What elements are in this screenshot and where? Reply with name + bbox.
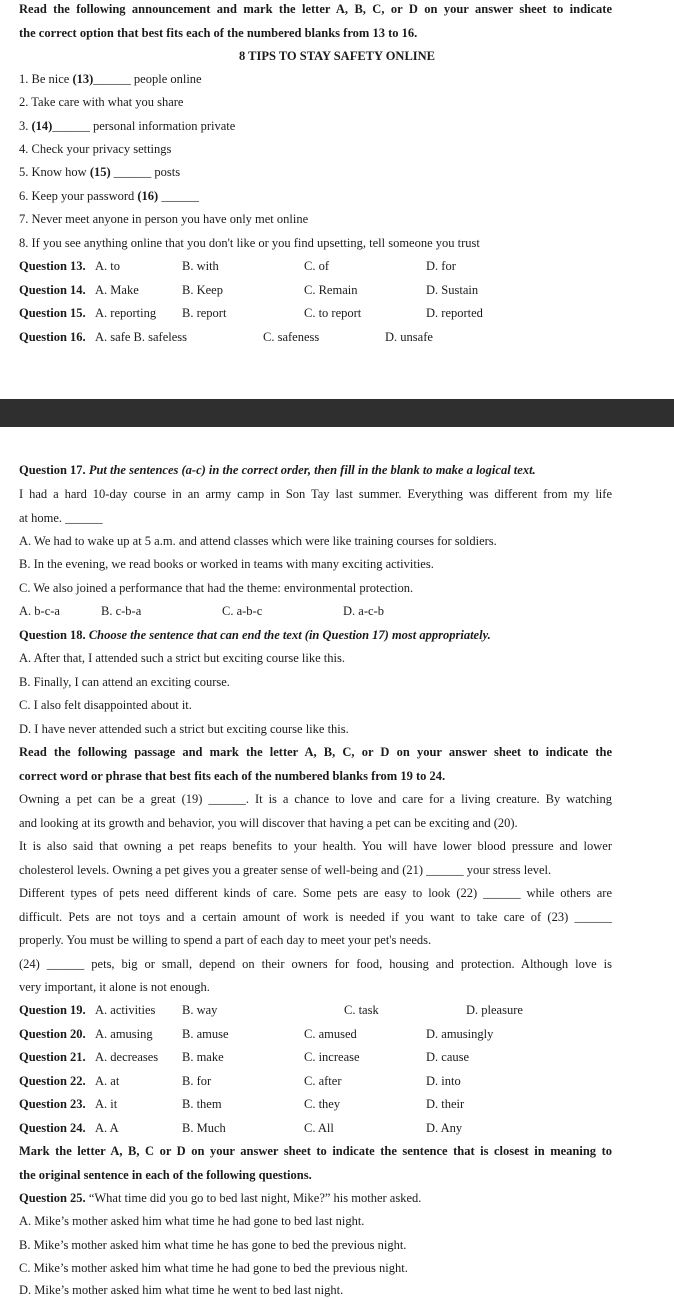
option-b: B. Finally, I can attend an exciting course. bbox=[19, 675, 230, 689]
passage-line: very important, it alone is not enough. bbox=[19, 980, 210, 994]
instruction-line: correct word or phrase that best fits each of the numbered blanks from 19 to 24. bbox=[19, 769, 446, 783]
tip-item: 5. Know how (15) ______ posts bbox=[19, 165, 181, 179]
option-a: A. at bbox=[95, 1074, 120, 1088]
question-25-header: Question 25. “What time did you go to bed last night, Mike?” his mother asked. bbox=[19, 1191, 422, 1205]
option-b: B. c-b-a bbox=[101, 604, 142, 618]
option-a: A. Make bbox=[95, 283, 139, 297]
sentence-item: A. We had to wake up at 5 a.m. and attend classes which were like training courses for soldiers. bbox=[19, 534, 497, 548]
option-b: B. with bbox=[182, 259, 219, 273]
instruction-line: Read the following announcement and mark the letter A, B, C, or D on your answer sheet to indicate bbox=[19, 2, 612, 16]
option-d: D. their bbox=[426, 1097, 465, 1111]
option-c: C. amused bbox=[304, 1027, 357, 1041]
option-c: C. they bbox=[304, 1097, 341, 1111]
tip-item: 4. Check your privacy settings bbox=[19, 142, 172, 156]
option-c: C. after bbox=[304, 1074, 342, 1088]
option-d: D. unsafe bbox=[385, 330, 433, 344]
tip-item: 2. Take care with what you share bbox=[19, 95, 184, 109]
passage-line: cholesterol levels. Owning a pet gives you a greater sense of well-being and (21) ______ your stress level. bbox=[19, 863, 552, 877]
option-a: A. to bbox=[95, 259, 120, 273]
tip-item: 8. If you see anything online that you don't like or you find upsetting, tell someone you trust bbox=[19, 236, 480, 250]
question-label: Question 20. bbox=[19, 1027, 86, 1041]
option-c: C. Remain bbox=[304, 283, 358, 297]
option-c: C. Mike’s mother asked him what time he had gone to bed the previous night. bbox=[19, 1261, 408, 1275]
option-b: B. Much bbox=[182, 1121, 226, 1135]
question-label: Question 24. bbox=[19, 1121, 86, 1135]
passage-line: Owning a pet can be a great (19) ______. It is a chance to love and care for a living creature. By watching bbox=[19, 792, 612, 806]
option-b: B. them bbox=[182, 1097, 222, 1111]
option-a: A. After that, I attended such a strict but exciting course like this. bbox=[19, 651, 345, 665]
instruction-line: Read the following passage and mark the letter A, B, C, or D on your answer sheet to indicate the bbox=[19, 745, 612, 759]
option-a: A. A bbox=[95, 1121, 119, 1135]
option-d: D. a-c-b bbox=[343, 604, 384, 618]
option-d: D. Any bbox=[426, 1121, 463, 1135]
option-a: A. activities bbox=[95, 1003, 156, 1017]
option-c: C. to report bbox=[304, 306, 362, 320]
page-separator bbox=[0, 399, 674, 427]
option-b: B. Mike’s mother asked him what time he has gone to bed the previous night. bbox=[19, 1238, 407, 1252]
question-label: Question 16. bbox=[19, 330, 86, 344]
passage-line: difficult. Pets are not toys and a certain amount of work is needed if you want to take care of (23) ______ bbox=[19, 910, 612, 924]
question-label: Question 14. bbox=[19, 283, 86, 297]
option-c: C. increase bbox=[304, 1050, 360, 1064]
option-b: B. Keep bbox=[182, 283, 223, 297]
option-b: B. report bbox=[182, 306, 227, 320]
option-a: A. Mike’s mother asked him what time he had gone to bed last night. bbox=[19, 1214, 365, 1228]
tip-item: 6. Keep your password (16) ______ bbox=[19, 189, 199, 203]
option-a: A. reporting bbox=[95, 306, 157, 320]
option-b: B. make bbox=[182, 1050, 224, 1064]
option-d: D. Sustain bbox=[426, 283, 479, 297]
option-b: B. amuse bbox=[182, 1027, 229, 1041]
instruction-line: Mark the letter A, B, C or D on your answer sheet to indicate the sentence that is closest in meaning to bbox=[19, 1144, 612, 1158]
option-d: D. into bbox=[426, 1074, 461, 1088]
option-d: D. I have never attended such a strict but exciting course like this. bbox=[19, 722, 349, 736]
question-18-header: Question 18. Choose the sentence that can end the text (in Question 17) most appropriately. bbox=[19, 628, 491, 642]
question-label: Question 19. bbox=[19, 1003, 86, 1017]
option-d: D. amusingly bbox=[426, 1027, 494, 1041]
option-a: A. it bbox=[95, 1097, 118, 1111]
option-d: D. reported bbox=[426, 306, 483, 320]
question-label: Question 15. bbox=[19, 306, 86, 320]
tip-item: 3. (14)______ personal information private bbox=[19, 119, 236, 133]
option-b: B. way bbox=[182, 1003, 218, 1017]
question-label: Question 22. bbox=[19, 1074, 86, 1088]
sentence-item: B. In the evening, we read books or worked in teams with many exciting activities. bbox=[19, 557, 434, 571]
question-label: Question 13. bbox=[19, 259, 86, 273]
announcement-title: 8 TIPS TO STAY SAFETY ONLINE bbox=[238, 49, 436, 63]
option-c: C. safeness bbox=[263, 330, 320, 344]
option-c: C. a-b-c bbox=[222, 604, 263, 618]
passage-line: at home. ______ bbox=[19, 511, 103, 525]
tip-item: 1. Be nice (13)______ people online bbox=[19, 72, 202, 86]
option-b: B. for bbox=[182, 1074, 212, 1088]
passage-line: I had a hard 10-day course in an army camp in Son Tay last summer. Everything was different from my life bbox=[19, 487, 612, 501]
option-a: A. decreases bbox=[95, 1050, 159, 1064]
tip-item: 7. Never meet anyone in person you have only met online bbox=[19, 212, 309, 226]
option-c: C. task bbox=[344, 1003, 379, 1017]
option-c: C. I also felt disappointed about it. bbox=[19, 698, 192, 712]
instruction-line: the correct option that best fits each of the numbered blanks from 13 to 16. bbox=[19, 26, 418, 40]
option-d: D. cause bbox=[426, 1050, 470, 1064]
option-d: D. Mike’s mother asked him what time he went to bed last night. bbox=[19, 1283, 344, 1297]
option-a-b: A. safe B. safeless bbox=[95, 330, 187, 344]
sentence-item: C. We also joined a performance that had the theme: environmental protection. bbox=[19, 581, 414, 595]
option-d: D. pleasure bbox=[466, 1003, 523, 1017]
passage-line: Different types of pets need different kinds of care. Some pets are easy to look (22) ______ while others are bbox=[19, 886, 612, 900]
option-a: A. amusing bbox=[95, 1027, 153, 1041]
option-d: D. for bbox=[426, 259, 456, 273]
passage-line: properly. You must be willing to spend a part of each day to meet your pet's needs. bbox=[19, 933, 432, 947]
passage-line: and looking at its growth and behavior, you will discover that having a pet can be exciting and (20). bbox=[19, 816, 518, 830]
option-c: C. All bbox=[304, 1121, 334, 1135]
option-c: C. of bbox=[304, 259, 329, 273]
passage-line: It is also said that owning a pet reaps benefits to your health. You will have lower blood pressure and lower bbox=[19, 839, 612, 853]
instruction-line: the original sentence in each of the following questions. bbox=[19, 1168, 312, 1182]
question-17-header: Question 17. Put the sentences (a-c) in the correct order, then fill in the blank to make a logical text. bbox=[19, 463, 536, 477]
passage-line: (24) ______ pets, big or small, depend on their owners for food, housing and protection. Although love is bbox=[19, 957, 612, 971]
question-label: Question 21. bbox=[19, 1050, 86, 1064]
option-a: A. b-c-a bbox=[19, 604, 60, 618]
question-label: Question 23. bbox=[19, 1097, 86, 1111]
